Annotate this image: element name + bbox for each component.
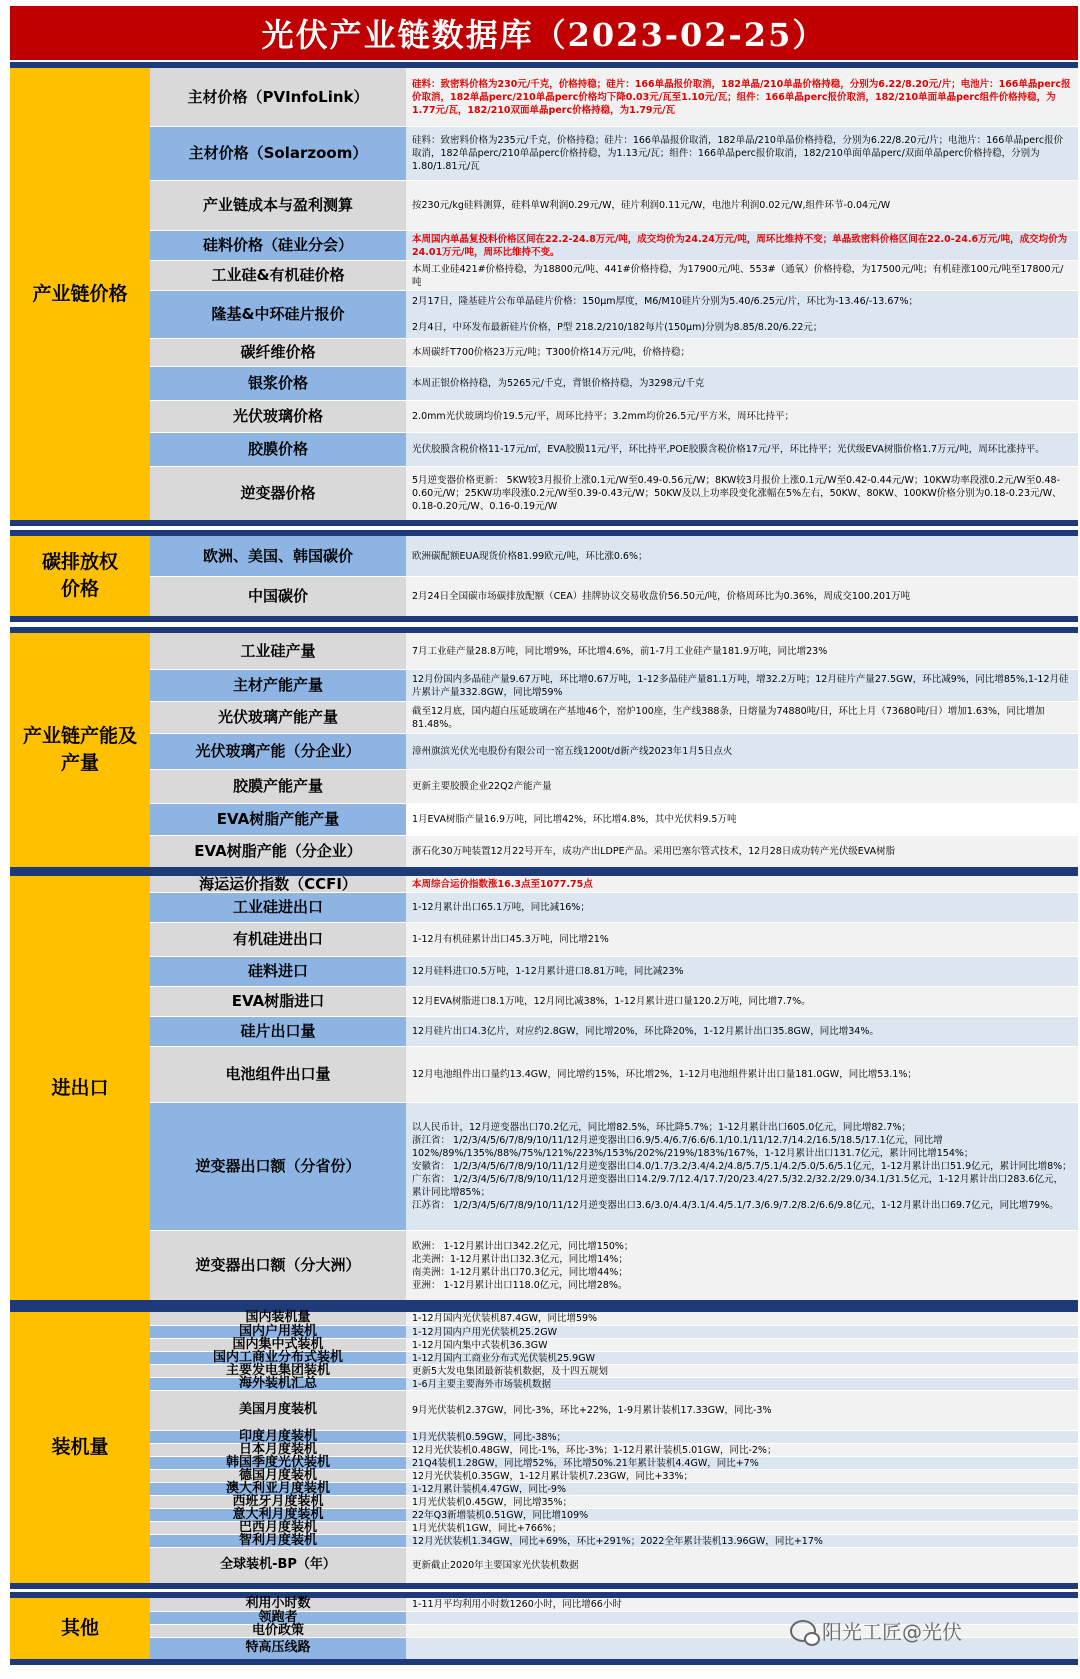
chat-bubble-icon (790, 1620, 816, 1642)
row-label: 银浆价格 (150, 367, 406, 400)
row-value: 本周工业硅421#价格持稳，为18800元/吨、441#价格持稳，为17900元/吨、553#（通氧）价格持稳，为17500元/吨；有机硅涨100元/吨至17800元/吨 (406, 261, 1078, 290)
table-row (150, 536, 1078, 576)
row-label: EVA树脂产能产量 (150, 804, 406, 835)
row-label: 光伏玻璃产能产量 (150, 702, 406, 733)
row-label: 工业硅产量 (150, 633, 406, 669)
section-rows (150, 633, 1078, 867)
row-value: 2月17日，隆基硅片公布单晶硅片价格：150μm厚度，M6/M10硅片分别为5.40/6.25元/片，环比为-13.46/-13.67%； 2月4日，中环发布最新硅片价格，P型 218.2/210/182每片(150μm)分别为8.85/8.20/6.22元； (406, 291, 1078, 338)
row-label: 国内工商业分布式装机 (150, 1352, 406, 1364)
section-1 (10, 530, 1078, 622)
row-value (406, 1638, 1078, 1659)
row-value: 1-11月平均利用小时数1260小时，同比增66小时 (406, 1598, 1078, 1611)
row-value: 1-12月国内光伏装机87.4GW，同比增59% (406, 1312, 1078, 1325)
row-value: 9月光伏装机2.37GW，同比-3%，环比+22%，1-9月累计装机17.33GW，同比-3% (406, 1391, 1078, 1430)
section-category: 其他 (10, 1598, 150, 1659)
section-rows (150, 876, 1078, 1300)
row-value: 1-12月国内工商业分布式光伏装机25.9GW (406, 1352, 1078, 1364)
row-label: 工业硅&有机硅价格 (150, 261, 406, 290)
row-label: 海外装机汇总 (150, 1378, 406, 1390)
table-row (150, 338, 1078, 366)
row-label: 碳纤维价格 (150, 339, 406, 366)
row-value: 1月光伏装机0.45GW，同比增35%； (406, 1496, 1078, 1508)
row-label: 主材价格（Solarzoom） (150, 127, 406, 180)
table-row (150, 986, 1078, 1016)
row-value (406, 1612, 1078, 1624)
row-value: 1-6月主要主要海外市场装机数据 (406, 1378, 1078, 1390)
section-4 (10, 1306, 1078, 1589)
section-3 (10, 870, 1078, 1306)
row-label: 领跑者 (150, 1612, 406, 1624)
section-rows (150, 68, 1078, 520)
row-label: 产业链成本与盈利测算 (150, 181, 406, 230)
table-row (150, 260, 1078, 290)
row-value: 1-12月累计出口65.1万吨，同比减16%； (406, 893, 1078, 922)
row-label: 全球装机-BP（年） (150, 1548, 406, 1583)
watermark-text: 阳光工匠@光伏 (822, 1620, 962, 1644)
row-label: 硅片出口量 (150, 1017, 406, 1046)
row-label: 澳大利亚月度装机 (150, 1483, 406, 1495)
row-label: 硅料进口 (150, 957, 406, 986)
row-value: 1月EVA树脂产量16.9万吨，同比增42%，环比增4.8%，其中光伏料9.5万吨 (406, 804, 1078, 835)
row-value: 本周国内单晶复投料价格区间在22.2-24.8万元/吨，成交均价为24.24万元/吨，周环比维持不变；单晶致密料价格区间在22.0-24.6万元/吨，成交均价为24.01万元/吨，周环比维持不变。 (406, 231, 1078, 260)
row-value: 光伏胶膜含税价格11-17元/㎡，EVA胶膜11元/平，环比持平,POE胶膜含税价格17元/平，环比持平；光伏级EVA树脂价格1.7万元/吨，周环比涨持平。 (406, 433, 1078, 466)
table-row (150, 366, 1078, 400)
table-row (150, 1102, 1078, 1230)
row-label: 美国月度装机 (150, 1391, 406, 1430)
row-label: 光伏玻璃产能（分企业） (150, 734, 406, 769)
table-row (150, 126, 1078, 180)
row-value: 22年Q3新增装机0.51GW，同比增109% (406, 1509, 1078, 1521)
row-value: 12月光伏装机0.35GW，1-12月累计装机7.23GW，同比+33%； (406, 1470, 1078, 1482)
watermark (790, 1616, 962, 1645)
table-row (150, 576, 1078, 616)
row-value: 硅料：致密料价格为230元/千克，价格持稳；硅片：166单晶报价取消，182单晶/210单晶价格持稳，分别为6.22/8.20元/片；电池片：166单晶perc报价取消，182单晶perc/210单晶perc价格均下降0.03元/瓦至1.10元/瓦；组件：166单晶perc报价取消，182/210单面单晶perc组件价格持稳，为1.77元/瓦，182/210双面单晶perc价格持稳，为1.79元/瓦 (406, 68, 1078, 126)
row-label: 欧洲、美国、韩国碳价 (150, 536, 406, 576)
row-label: 国内装机量 (150, 1312, 406, 1325)
row-label: 电池组件出口量 (150, 1047, 406, 1102)
row-value: 更新5大发电集团最新装机数据，及十四五规划 (406, 1365, 1078, 1377)
table-row (150, 466, 1078, 520)
row-label: 逆变器出口额（分省份） (150, 1103, 406, 1230)
row-label: 电价政策 (150, 1625, 406, 1637)
table-row (150, 1547, 1078, 1583)
section-category: 产业链价格 (10, 68, 150, 520)
row-value: 12月硅料进口0.5万吨，1-12月累计进口8.81万吨，同比减23% (406, 957, 1078, 986)
row-label: 光伏玻璃价格 (150, 401, 406, 432)
table-row (150, 803, 1078, 835)
table-row (150, 633, 1078, 669)
row-value: 2月24日全国碳市场碳排放配额（CEA）挂牌协议交易收盘价56.50元/吨，价格周环比为0.36%，周成交100.201万吨 (406, 577, 1078, 616)
row-label: 隆基&中环硅片报价 (150, 291, 406, 338)
row-label: 德国月度装机 (150, 1470, 406, 1482)
row-value: 按230元/kg硅料测算，硅料单W利润0.29元/W，硅片利润0.11元/W，电池片利润0.02元/W,组件环节-0.04元/W (406, 181, 1078, 230)
row-label: 硅料价格（硅业分会） (150, 231, 406, 260)
row-value: 欧洲碳配额EUA现货价格81.99欧元/吨，环比涨0.6%； (406, 536, 1078, 576)
row-value: 1月光伏装机0.59GW，同比-38%； (406, 1431, 1078, 1443)
row-label: 利用小时数 (150, 1598, 406, 1611)
table-row (150, 1534, 1078, 1547)
row-value: 12月硅片出口4.3亿片，对应约2.8GW，同比增20%，环比降20%，1-12月累计出口35.8GW，同比增34%。 (406, 1017, 1078, 1046)
row-label: 印度月度装机 (150, 1431, 406, 1443)
row-label: 逆变器出口额（分大洲） (150, 1231, 406, 1300)
section-rows (150, 1312, 1078, 1583)
table-row (150, 892, 1078, 922)
section-category: 装机量 (10, 1312, 150, 1583)
table-row (150, 769, 1078, 803)
row-label: 主材价格（PVInfoLink） (150, 68, 406, 126)
row-label: 日本月度装机 (150, 1444, 406, 1456)
row-value: 浙石化30万吨装置12月22号开车，成功产出LDPE产品。采用巴塞尔管式技术，12月28日成功转产光伏级EVA树脂 (406, 836, 1078, 867)
section-category: 碳排放权 价格 (10, 536, 150, 616)
section-category: 产业链产能及 产量 (10, 633, 150, 867)
row-label: EVA树脂产能（分企业） (150, 836, 406, 867)
row-label: 韩国季度光伏装机 (150, 1457, 406, 1469)
row-value: 1-12月累计装机4.47GW，同比-9% (406, 1483, 1078, 1495)
row-value: 12月光伏装机0.48GW，同比-1%，环比-3%；1-12月累计装机5.01GW，同比-2%； (406, 1444, 1078, 1456)
row-value: 截至12月底，国内超白压延玻璃在产基地46个，窑炉100座，生产线388条，日熔量为74880吨/日，环比上月（73680吨/日）增加1.63%，同比增加81.48%。 (406, 702, 1078, 733)
table-row (150, 1390, 1078, 1430)
row-value: 1-12月国内集中式装机36.3GW (406, 1339, 1078, 1351)
row-value (406, 1625, 1078, 1637)
row-value: 更新截止2020年主要国家光伏装机数据 (406, 1548, 1078, 1583)
row-label: 工业硅进出口 (150, 893, 406, 922)
row-value: 21Q4装机1.28GW，同比增52%，环比增50%.21年累计装机4.4GW，同比+7% (406, 1457, 1078, 1469)
row-value: 12月光伏装机1.34GW，同比+69%，环比+291%；2022全年累计装机13.96GW，同比+17% (406, 1535, 1078, 1547)
row-label: 有机硅进出口 (150, 923, 406, 956)
table-row (150, 733, 1078, 769)
table-row (150, 432, 1078, 466)
row-label: 海运运价指数（CCFI） (150, 876, 406, 892)
row-value: 1月光伏装机1GW，同比+766%； (406, 1522, 1078, 1534)
table-row (150, 1230, 1078, 1300)
row-value: 本周碳纤T700价格23万元/吨；T300价格14万元/吨，价格持稳； (406, 339, 1078, 366)
row-label: 国内集中式装机 (150, 1339, 406, 1351)
row-label: EVA树脂进口 (150, 987, 406, 1016)
table-row (150, 1016, 1078, 1046)
row-value: 1-12月有机硅累计出口45.3万吨，同比增21% (406, 923, 1078, 956)
row-label: 主材产能产量 (150, 670, 406, 701)
table-row (150, 400, 1078, 432)
row-value: 本周综合运价指数涨16.3点至1077.75点 (406, 876, 1078, 892)
row-label: 西班牙月度装机 (150, 1496, 406, 1508)
row-value: 硅料：致密料价格为235元/千克，价格持稳；硅片：166单晶报价取消，182单晶/210单晶价格持稳，分别为6.22/8.20元/片；电池片：166单晶perc报价取消，182单晶perc/210单晶perc价格持稳，为1.13元/瓦；组件：166单晶perc报价取消，182/210单面单晶perc/双面单晶perc价格持稳，分别为1.80/1.81元/瓦 (406, 127, 1078, 180)
page-title: 光伏产业链数据库（2023-02-25） (10, 6, 1078, 60)
table-row (150, 956, 1078, 986)
row-label: 智利月度装机 (150, 1535, 406, 1547)
row-label: 主要发电集团装机 (150, 1365, 406, 1377)
row-value: 12月份国内多晶硅产量9.67万吨，环比增0.67万吨，1-12多晶硅产量81.1万吨，增32.2万吨；12月硅片产量27.5GW，环比减9%，同比增85%,1-12月硅片累计产量332.8GW，同比增59% (406, 670, 1078, 701)
row-value: 漳州旗滨光伏光电股份有限公司一窑五线1200t/d新产线2023年1月5日点火 (406, 734, 1078, 769)
row-value: 2.0mm光伏玻璃均价19.5元/平，周环比持平；3.2mm均价26.5元/平方米，周环比持平； (406, 401, 1078, 432)
row-value: 12月电池组件出口量约13.4GW，同比增约15%，环比增2%，1-12月电池组件累计出口量181.0GW，同比增53.1%； (406, 1047, 1078, 1102)
row-label: 意大利月度装机 (150, 1509, 406, 1521)
row-label: 胶膜价格 (150, 433, 406, 466)
row-value: 本周正银价格持稳，为5265元/千克，背银价格持稳，为3298元/千克 (406, 367, 1078, 400)
row-value: 欧洲： 1-12月累计出口342.2亿元，同比增150%； 北美洲：1-12月累计出口32.3亿元，同比增14%； 南美洲：1-12月累计出口70.3亿元，同比增44%； 亚洲： 1-12月累计出口118.0亿元，同比增28%。 (406, 1231, 1078, 1300)
table-row (150, 701, 1078, 733)
section-2 (10, 627, 1078, 873)
row-label: 中国碳价 (150, 577, 406, 616)
table-row (150, 68, 1078, 126)
table-row (150, 669, 1078, 701)
row-label: 胶膜产能产量 (150, 770, 406, 803)
table-row (150, 180, 1078, 230)
row-value: 以人民币计，12月逆变器出口70.2亿元，同比增82.5%，环比降5.7%；1-12月累计出口605.0亿元，同比增82.7%； 浙江省： 1/2/3/4/5/6/7/8/9/10/11/12月逆变器出口6.9/5.4/6.7/6.6/6.1/10.1/11/12.7/14.2/16.5/18.5/17.1亿元，同比增102%/89%/135%/88%/75%/121%/223%/153%/202%/219%/183%/167%，1-12月累计出口131.7亿元，累计同比增154%； 安徽省： 1/2/3/4/5/6/7/8/9/10/11/12月逆变器出口4.0/1.7/3.2/3.4/4.2/4.8/5.7/5.1/4.2/5.0/5.6/5.1亿元，1-12月累计出口51.9亿元，累计同比增8%； 广东省： 1/2/3/4/5/6/7/8/9/10/11/12月逆变器出口14.2/9.7/12.4/17.7/20/23.4/27.5/32.2/32.2/29.0/34.1/31.5亿元，1-12月累计出口283.6亿元，累计同比增85%； 江苏省： 1/2/3/4/5/6/7/8/9/10/11/12月逆变器出口3.6/3.0/4.4/3.1/4.4/5.1/7.3/6.9/7.2/8.2/6.6/9.8亿元，1-12月累计出口69.7亿元，同比增79%。 (406, 1103, 1078, 1230)
row-value: 更新主要胶膜企业22Q2产能产量 (406, 770, 1078, 803)
row-value: 1-12月国内户用光伏装机25.2GW (406, 1326, 1078, 1338)
table-row (150, 922, 1078, 956)
row-value: 12月EVA树脂进口8.1万吨，12月同比减38%，1-12月累计进口量120.2万吨，同比增7.7%。 (406, 987, 1078, 1016)
table-row (150, 1377, 1078, 1390)
section-category: 进出口 (10, 876, 150, 1300)
table-row (150, 1046, 1078, 1102)
section-0 (10, 62, 1078, 526)
section-rows (150, 536, 1078, 616)
table-row (150, 876, 1078, 892)
row-value: 7月工业硅产量28.8万吨，同比增9%，环比增4.6%，前1-7月工业硅产量181.9万吨，同比增23% (406, 633, 1078, 669)
row-label: 巴西月度装机 (150, 1522, 406, 1534)
table-row (150, 835, 1078, 867)
row-label: 逆变器价格 (150, 467, 406, 520)
row-label: 特高压线路 (150, 1638, 406, 1659)
table-row (150, 290, 1078, 338)
row-label: 国内户用装机 (150, 1326, 406, 1338)
row-value: 5月逆变器价格更新： 5KW较3月报价上涨0.1元/W至0.49-0.56元/W；8KW较3月报价上涨0.1元/W至0.42-0.44元/W；10KW功率段涨0.2元/W至0.48-0.60元/W；25KW功率段涨0.2元/W至0.39-0.43元/W；50KW及以上功率段变化涨幅在5%左右，50KW、80KW、100KW价格分别为0.18-0.23元/W、0.18-0.20元/W、0.16-0.19元/W (406, 467, 1078, 520)
table-row (150, 230, 1078, 260)
